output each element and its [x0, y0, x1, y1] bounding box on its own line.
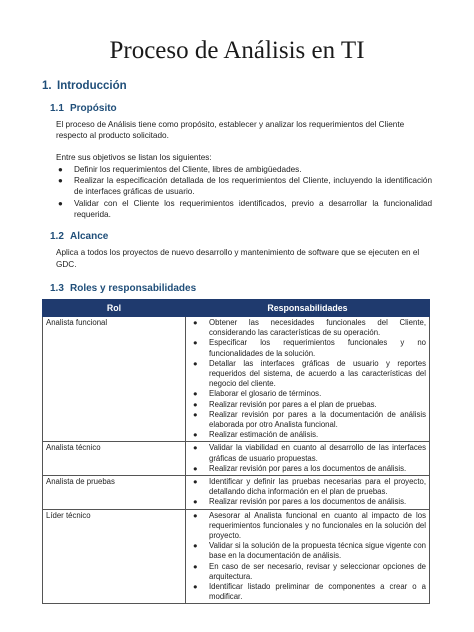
section-heading-introduccion [42, 79, 432, 93]
subsection-number: 1.3 [50, 282, 64, 294]
bullet-icon: ● [193, 317, 198, 327]
list-item-text: Obtener las necesidades funcionales del Cliente, considerando las características de su operación. [209, 317, 426, 338]
list-item [193, 430, 426, 440]
responsibilities-list [189, 318, 426, 440]
responsibilities-cell [186, 316, 430, 441]
bullet-icon: ● [193, 389, 198, 399]
list-item-text: Validar la viabilidad en cuanto al desarrollo de las interfaces gráficas de usuario propuestas. [209, 443, 426, 463]
table-row [43, 476, 430, 510]
objectives-list [42, 164, 432, 220]
list-item [193, 561, 426, 582]
list-item [193, 582, 426, 602]
responsibilities-cell [186, 442, 430, 476]
list-item [193, 463, 426, 474]
list-item-text: Detallar las interfaces gráficas de usuario y reportes requeridos del sistema, de acuerdo a las características del negocio del cliente. [209, 358, 426, 389]
list-item-text: En caso de ser necesario, revisar y seleccionar opciones de arquitectura. [209, 561, 426, 581]
subsection-title: Propósito [70, 103, 117, 114]
list-item-text: Realizar revisión por pares a la documentación de análisis elaborada por otro Analista funcional. [209, 409, 426, 429]
bullet-icon: ● [193, 430, 198, 440]
list-item [193, 338, 426, 358]
list-item [193, 358, 426, 390]
list-item-text: Realizar revisión por pares a los documentos de análisis. [209, 497, 407, 507]
list-item-text: Realizar la especificación detallada de los requerimientos del Cliente, incluyendo la identificación de interfaces gráficas de usuario. [74, 176, 432, 197]
list-item [193, 443, 426, 463]
responsibilities-list [189, 511, 426, 603]
bullet-icon: ● [193, 510, 198, 520]
list-item [193, 389, 426, 399]
subsection-title: Roles y responsabilidades [70, 282, 197, 294]
subsection-number: 1.2 [50, 231, 64, 243]
proposito-paragraph: El proceso de Análisis tiene como propósito, establecer y analizar los requerimientos del Cliente respecto al producto solicitado. [56, 120, 405, 141]
list-item-text: Realizar revisión por pares a los documentos de análisis. [209, 463, 407, 473]
subsection-number: 1.1 [50, 103, 64, 114]
column-header-rol: Rol [43, 299, 186, 316]
column-header-responsabilidades: Responsabilidades [186, 299, 430, 316]
responsibilities-list [189, 443, 426, 474]
role-cell: Analista de pruebas [43, 476, 186, 510]
responsibilities-cell [186, 509, 430, 604]
bullet-icon: ● [193, 582, 198, 592]
responsibilities-list [189, 477, 426, 508]
bullet-icon: ● [193, 338, 198, 348]
subsection-heading-alcance [50, 230, 432, 243]
spacer [42, 270, 432, 282]
subsection-heading-proposito [50, 102, 432, 115]
list-item [193, 541, 426, 561]
list-item [193, 510, 426, 542]
objectives-intro: Entre sus objetivos se listan los siguientes: [56, 152, 212, 162]
table-row [43, 509, 430, 604]
roles-table [42, 299, 430, 604]
list-item [193, 399, 426, 410]
section-title: Introducción [57, 80, 127, 92]
bullet-icon: ● [193, 409, 198, 419]
list-item [193, 497, 426, 507]
list-item-text: Elaborar el glosario de términos. [209, 389, 322, 399]
bullet-icon: ● [58, 176, 63, 186]
list-item [58, 198, 432, 221]
role-cell: Líder técnico [43, 509, 186, 604]
bullet-icon: ● [193, 541, 198, 551]
bullet-icon: ● [193, 443, 198, 453]
role-cell: Analista funcional [43, 316, 186, 441]
bullet-icon: ● [193, 358, 198, 368]
role-cell: Analista técnico [43, 442, 186, 476]
list-item-text: Identificar y definir las pruebas necesarias para el proyecto, detallando dicha información en el plan de pruebas. [209, 477, 426, 497]
spacer [42, 142, 432, 152]
list-item [193, 317, 426, 338]
bullet-icon: ● [193, 399, 198, 409]
bullet-icon: ● [58, 164, 63, 174]
responsibilities-cell [186, 476, 430, 510]
list-item [193, 409, 426, 430]
spacer [42, 220, 432, 230]
list-item [58, 164, 432, 175]
table-header-row [43, 299, 430, 316]
bullet-icon: ● [193, 477, 198, 487]
bullet-icon: ● [193, 463, 198, 473]
list-item-text: Especificar los requerimientos funcionales y no funcionalidades de la solución. [209, 338, 426, 358]
list-item [193, 477, 426, 497]
bullet-icon: ● [193, 561, 198, 571]
list-item-text: Definir los requerimientos del Cliente, libres de ambigüedades. [74, 164, 302, 174]
list-item-text: Validar con el Cliente los requerimientos identificados, previo a desarrollar la funcionalidad requerida. [74, 198, 432, 220]
subsection-heading-roles [50, 282, 432, 295]
list-item-text: Asesorar al Analista funcional en cuanto al impacto de los requerimientos funcionales y no funcionales en la solución del proyecto. [209, 510, 426, 541]
list-item-text: Identificar listado preliminar de componentes a crear o a modificar. [209, 582, 426, 602]
table-row [43, 316, 430, 441]
table-row [43, 442, 430, 476]
list-item [58, 175, 432, 198]
bullet-icon: ● [58, 198, 63, 208]
bullet-icon: ● [193, 497, 198, 507]
list-item-text: Realizar estimación de análisis. [209, 430, 319, 440]
list-item-text: Validar si la solución de la propuesta técnica sigue vigente con base en la documentación de análisis. [209, 541, 426, 561]
document-title: Proceso de Análisis en TI [109, 37, 365, 64]
list-item-text: Realizar revisión por pares a el plan de pruebas. [209, 399, 377, 409]
alcance-paragraph: Aplica a todos los proyectos de nuevo desarrollo y mantenimiento de software que se ejecuten en el GDC. [56, 248, 420, 269]
section-number: 1. [42, 80, 52, 92]
subsection-title: Alcance [70, 231, 109, 243]
